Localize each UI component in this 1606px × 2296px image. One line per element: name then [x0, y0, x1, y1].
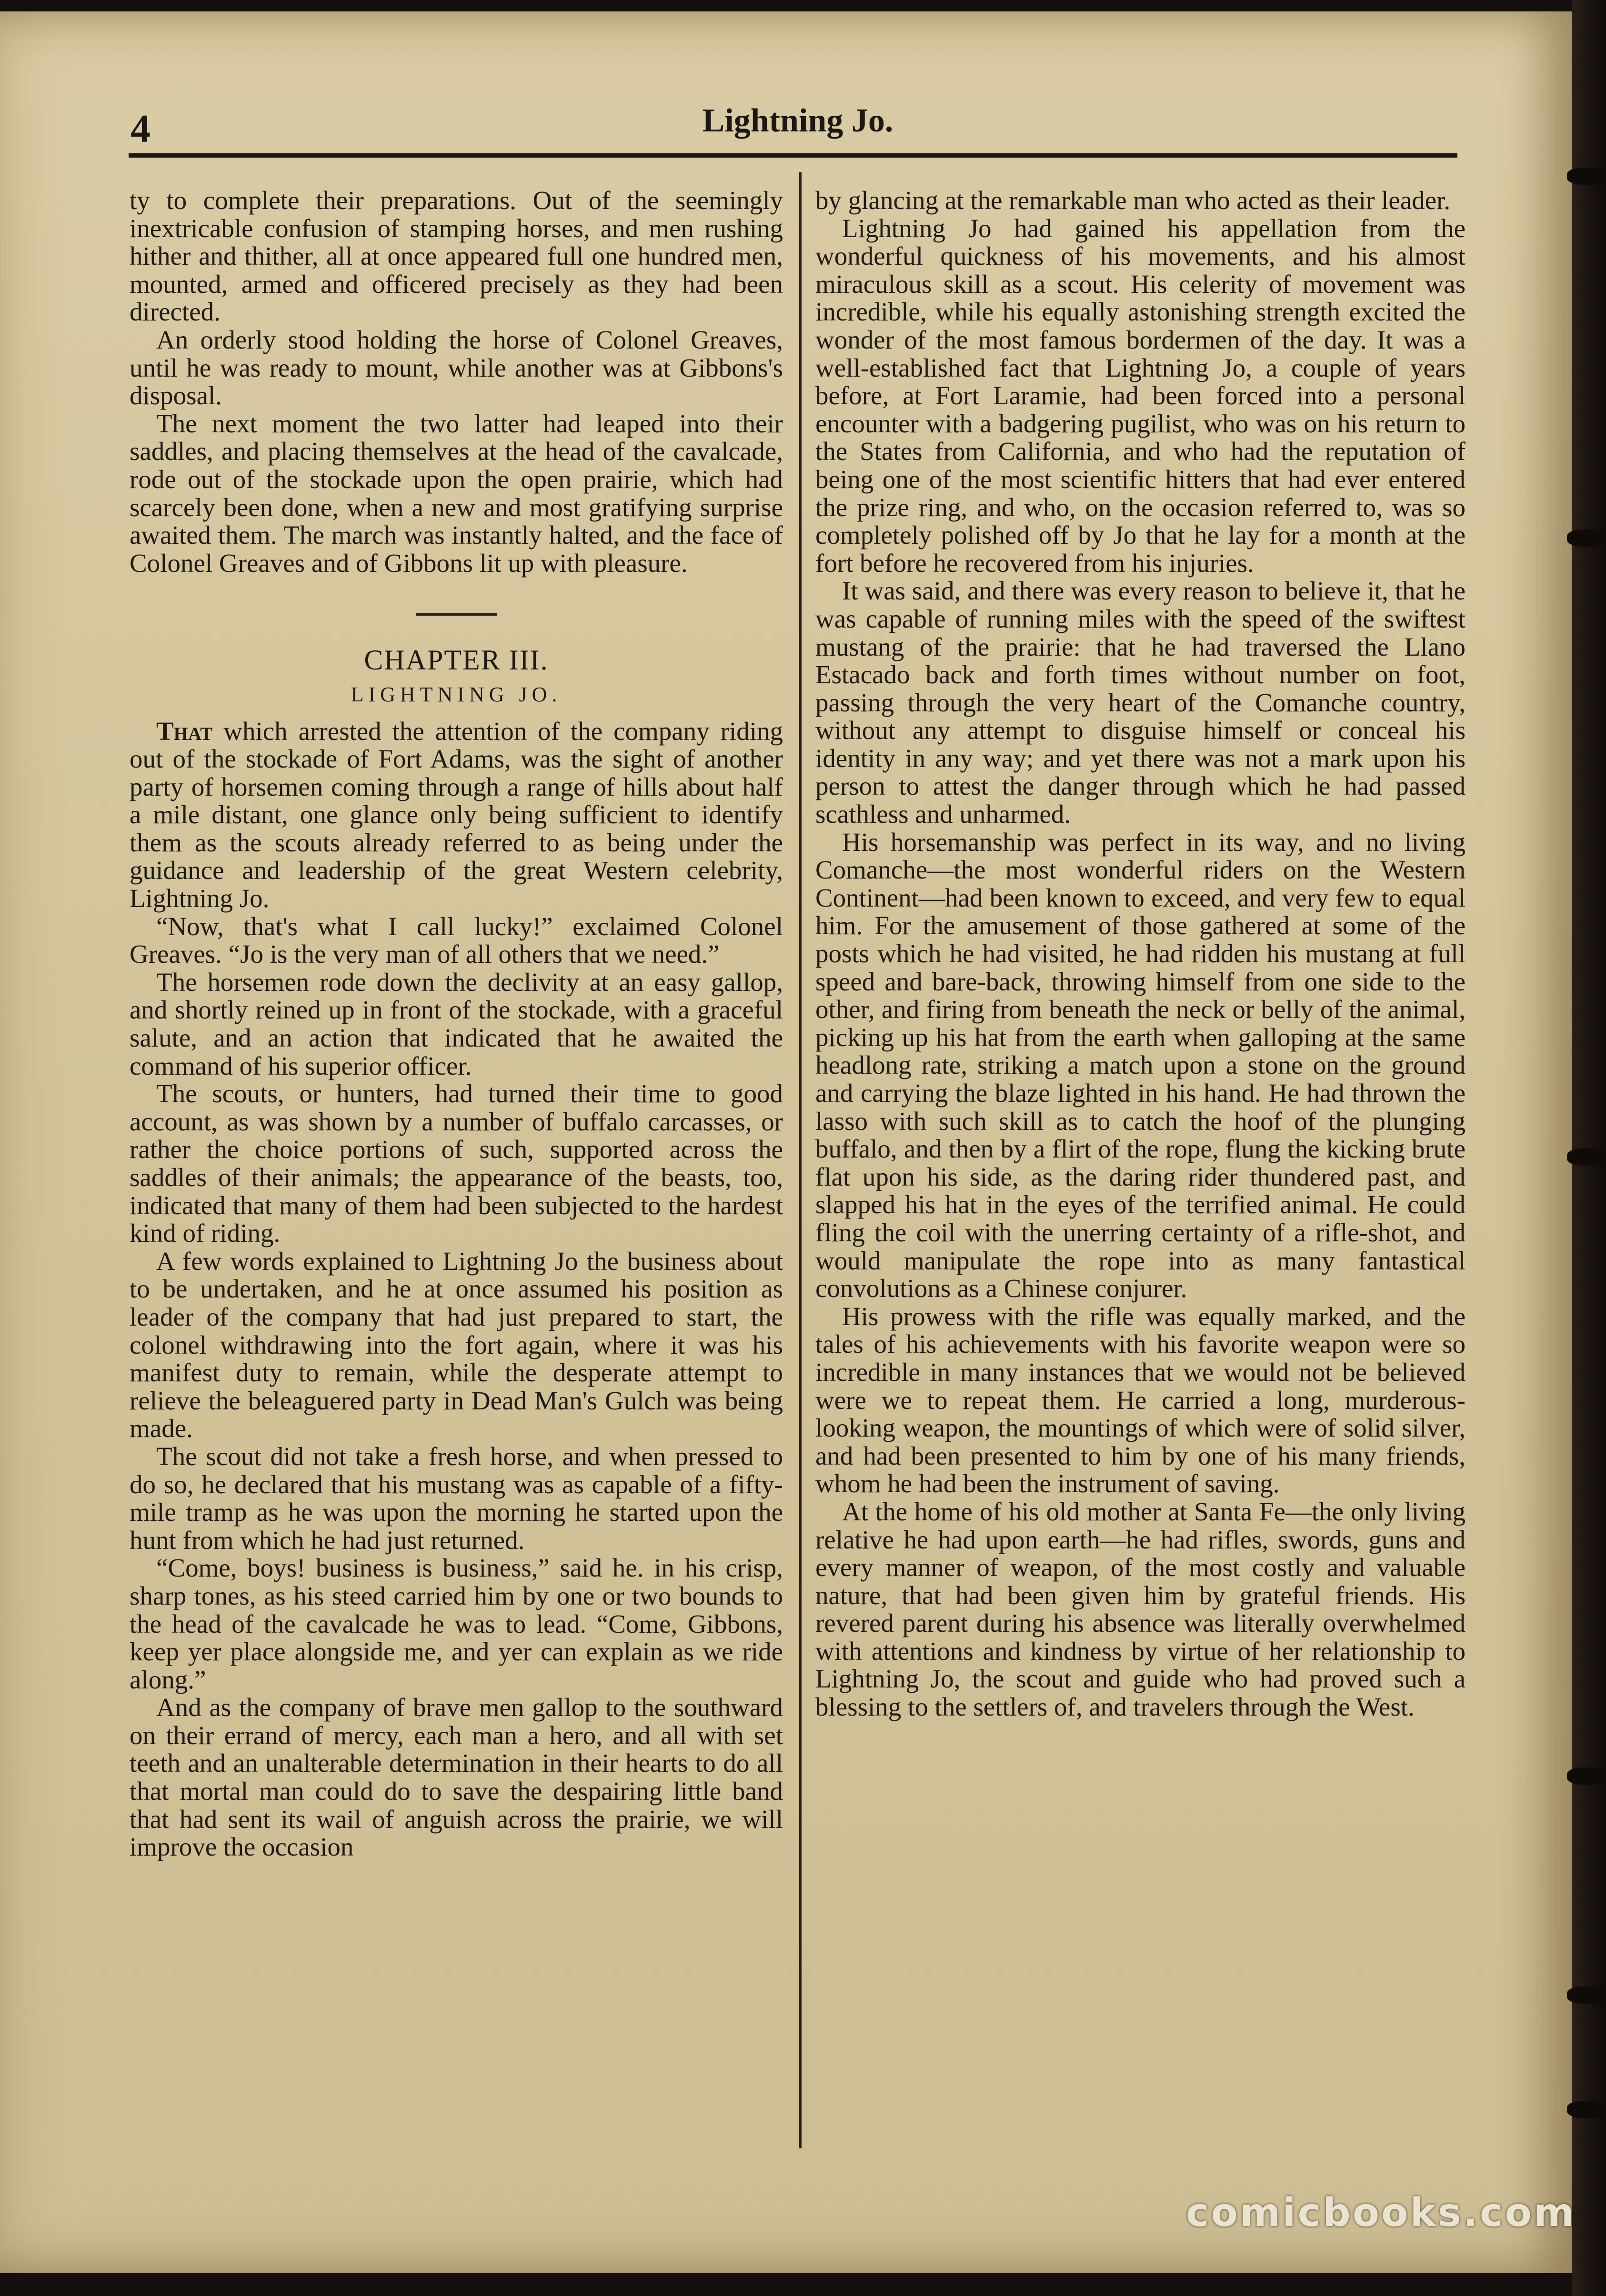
- paragraph: The scout did not take a fresh horse, and when pressed to do so, he declared that his mustang was as capable of a fifty-mile tramp as he was upon the morning he started upon the hunt from which he had just returned.: [130, 1441, 783, 1555]
- header-rule: [129, 153, 1457, 158]
- paragraph: At the home of his old mother at Santa Fe—the only living relative he had upon earth—he had rifles, swords, guns and every manner of weapon, of the most costly and valuable nature, that had been given him by grateful friends. His revered parent during his absence was literally overwhelmed with attentions and kindness by virtue of her relationship to Lightning Jo, the scout and guide who had proved such a blessing to the settlers of, and travelers through the West.: [815, 1497, 1465, 1722]
- binding-tab: [1567, 529, 1605, 547]
- paragraph: “Now, that's what I call lucky!” exclaimed Colonel Greaves. “Jo is the very man of all others that we need.”: [130, 911, 783, 969]
- paragraph: And as the company of brave men gallop to the southward on their errand of mercy, each man a hero, and all with set teeth and an unalterable determination in their hearts to do all that mortal man could do to save the despairing little band that had sent its wail of anguish across the prairie, we will improve the occasion: [130, 1693, 783, 1862]
- paragraph: “Come, boys! business is business,” said he. in his crisp, sharp tones, as his steed carried him by one or two bounds to the head of the cavalcade he was to lead. “Come, Gibbons, keep yer place alongside me, and yer can explain as we ride along.”: [130, 1553, 783, 1694]
- column-divider: [799, 172, 802, 2148]
- binding-tab: [1567, 2101, 1605, 2118]
- binding-tab: [1567, 1148, 1605, 1166]
- page-number: 4: [130, 107, 151, 151]
- binding-tab: [1567, 1767, 1605, 1785]
- binding-tab: [1567, 168, 1605, 185]
- opening-word: That: [156, 716, 213, 746]
- chapter-title: CHAPTER III.: [364, 644, 549, 676]
- page-binding-edge: [1572, 0, 1606, 2296]
- paragraph: The horsemen rode down the declivity at an easy gallop, and shortly reined up in front of the stockade, with a graceful salute, and an action that indicated that he awaited the command of his superior officer.: [130, 967, 783, 1080]
- paragraph: ty to complete their preparations. Out of the seemingly inextricable confusion of stamping horses, and men rushing hither and thither, all at once appeared full one hundred men, mounted, armed and officered precisely as they had been directed.: [130, 186, 783, 327]
- left-column: [130, 187, 783, 1861]
- chapter-subtitle: LIGHTNING JO.: [351, 682, 562, 706]
- binding-tab: [1567, 1987, 1605, 2004]
- paragraph: by glancing at the remarkable man who acted as their leader.: [815, 186, 1451, 215]
- paragraph: An orderly stood holding the horse of Colonel Greaves, until he was ready to mount, while another was at Gibbons's disposal.: [130, 325, 783, 410]
- paragraph: Lightning Jo had gained his appellation from the wonderful quickness of his movements, and his almost miraculous skill as a scout. His celerity of movement was incredible, while his equally astonishing strength excited the wonder of the most famous bordermen of the day. It was a well-established fact that Lightning Jo, a couple of years before, at Fort Laramie, had been forced into a personal encounter with a badgering pugilist, who was on his return to the States from California, and who had the reputation of being one of the most scientific hitters that had ever entered the prize ring, and who, on the occasion referred to, was so completely polished off by Jo that he lay for a month at the fort before he recovered from his injuries.: [815, 213, 1465, 578]
- paragraph-body: which arrested the attention of the company riding out of the stockade of Fort Adams, was the sight of another party of horsemen coming through a range of hills about half a mile distant, one glance only being sufficient to identify them as the scouts already referred to as being under the guidance and leadership of the great Western celebrity, Lightning Jo.: [130, 716, 783, 913]
- running-title: Lightning Jo.: [702, 102, 893, 139]
- paragraph: A few words explained to Lightning Jo the business about to be undertaken, and he at once assumed his position as leader of the company that had just prepared to start, the colonel withdrawing into the fort again, where it was his manifest duty to remain, while the desperate attempt to relieve the beleaguered party in Dead Man's Gulch was being made.: [130, 1246, 783, 1443]
- paragraph: His horsemanship was perfect in its way, and no living Comanche—the most wonderful riders on the Western Continent—had been known to exceed, and very few to equal him. For the amusement of those gathered at some of the posts which he had visited, he had ridden his mustang at full speed and bare-back, throwing himself from one side to the other, and firing from beneath the neck or belly of the animal, picking up his hat from the earth when galloping at the same headlong rate, striking a match upon a stone on the ground and carrying the blaze lighted in his hand. He had thrown the lasso with such skill as to catch the hoof of the plunging buffalo, and then by a flirt of the rope, flung the kicking brute flat upon his side, as the daring rider thundered past, and slapped his hat in the eyes of the terrified animal. He could fling the coil with the unerring certainty of a rifle-shot, and would manipulate the rope into as many fantastical convolutions as a Chinese conjurer.: [815, 827, 1465, 1303]
- paragraph: The next moment the two latter had leaped into their saddles, and placing themselves at the head of the cavalcade, rode out of the stockade upon the open prairie, which had scarcely been done, when a new and most gratifying surprise awaited them. The march was instantly halted, and the face of Colonel Greaves and of Gibbons lit up with pleasure.: [130, 409, 783, 578]
- section-divider: [416, 613, 497, 616]
- watermark: comicbooks.com: [1186, 2190, 1576, 2236]
- paragraph: It was said, and there was every reason to believe it, that he was capable of running miles with the speed of the swiftest mustang of the prairie: that he had traversed the Llano Estacado back and forth times without number on foot, passing through the very heart of the Comanche country, without any attempt to disguise himself or conceal his identity in any way; and yet there was not a mark upon his person to attest the danger through which he had passed scathless and unharmed.: [815, 576, 1465, 829]
- chapter-opening-paragraph: [130, 718, 783, 913]
- right-column: [815, 187, 1465, 1721]
- paragraph: His prowess with the rifle was equally marked, and the tales of his achievements with his favorite weapon were so incredible in many instances that we would not be believed were we to repeat them. He carried a long, murderous-looking weapon, the mountings of which were of solid silver, and had been presented to him by one of his many friends, whom he had been the instrument of saving.: [815, 1301, 1465, 1498]
- paragraph: The scouts, or hunters, had turned their time to good account, as was shown by a number of buffalo carcasses, or rather the choice portions of such, supported across the saddles of their animals; the appearance of the beasts, too, indicated that many of them had been subjected to the hardest kind of riding.: [130, 1079, 783, 1248]
